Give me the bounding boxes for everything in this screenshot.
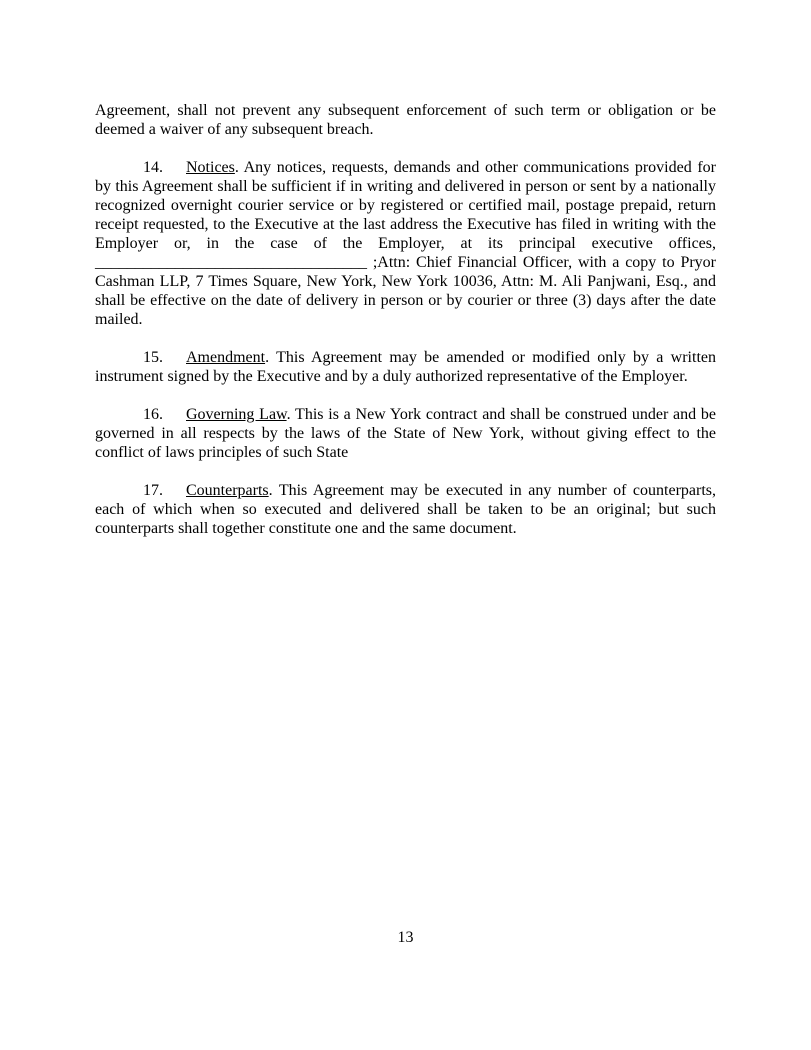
- section-number: 17.: [143, 482, 163, 499]
- section-notices: [95, 158, 716, 329]
- section-text: . This Agreement may be executed in any number of counterparts, each of which when so executed and delivered shall be taken to be an original; but such counterparts shall together constitute one and the same document.: [95, 482, 716, 537]
- section-governing-law: [95, 405, 716, 462]
- paragraph-continuation: Agreement, shall not prevent any subsequent enforcement of such term or obligation or be deemed a waiver of any subsequent breach.: [95, 102, 716, 138]
- section-text: . Any notices, requests, demands and other communications provided for by this Agreement shall be sufficient if in writing and delivered in person or sent by a nationally recognized overnight courier service or by registered or certified mail, postage prepaid, return receipt requested, to the Executive at the last address the Executive has filed in writing with the Employer or, in the case of the Employer, at its principal executive offices, __________________________________ ;Attn: Chief Financial Officer, with a copy to Pryor Cashman LLP, 7 Times Square, New York, New York 10036, Attn: M. Ali Panjwani, Esq., and shall be effective on the date of delivery in person or by courier or three (3) days after the date mailed.: [95, 159, 716, 328]
- section-counterparts: [95, 481, 716, 538]
- section-heading: Amendment: [186, 349, 266, 366]
- section-heading: Governing Law: [186, 406, 287, 423]
- section-number: 15.: [143, 349, 163, 366]
- section-number: 16.: [143, 406, 163, 423]
- section-text: . This is a New York contract and shall be construed under and be governed in all respects by the laws of the State of New York, without giving effect to the conflict of laws principles of such State: [95, 406, 716, 461]
- section-amendment: [95, 348, 716, 386]
- section-heading: Counterparts: [186, 482, 269, 499]
- document-body: [95, 101, 716, 557]
- section-text: . This Agreement may be amended or modified only by a written instrument signed by the Executive and by a duly authorized representative of the Employer.: [95, 349, 716, 385]
- section-number: 14.: [143, 159, 163, 176]
- section-heading: Notices: [186, 159, 235, 176]
- page-number: 13: [397, 929, 414, 946]
